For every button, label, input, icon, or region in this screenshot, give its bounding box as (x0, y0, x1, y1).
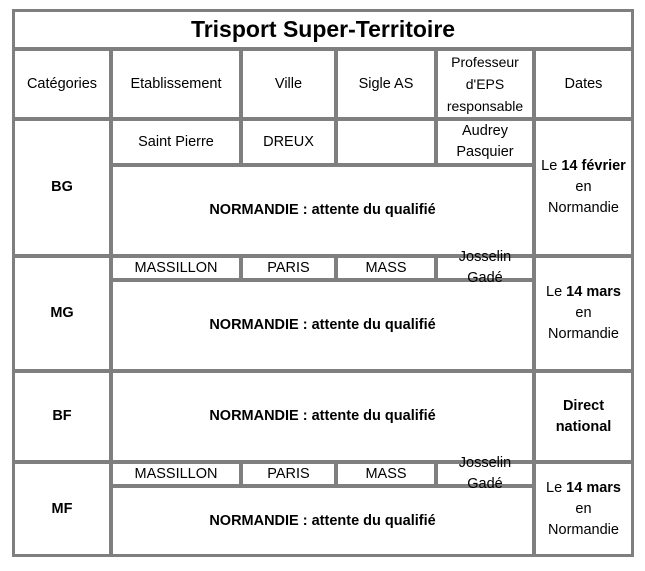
mf-date (536, 464, 631, 554)
mf-sigle: MASS (338, 464, 434, 484)
bf-date-line2: national (555, 418, 612, 435)
mg-date (536, 258, 631, 369)
mg-date-line2: en (575, 305, 592, 321)
header-dates: Dates (536, 51, 631, 117)
bg-date-line2: en (575, 179, 592, 195)
mg-date-day: 14 mars (566, 284, 621, 300)
mg-ville: PARIS (243, 258, 334, 278)
header-ville: Ville (243, 51, 334, 117)
bg-ville: DREUX (243, 121, 334, 163)
bg-etablissement: Saint Pierre (113, 121, 239, 163)
header-etablissement: Etablissement (113, 51, 239, 117)
mf-qualif: NORMANDIE : attente du qualifié (113, 488, 532, 554)
header-professeur-line3: responsable (446, 98, 524, 114)
mf-professeur (438, 464, 532, 484)
bg-sigle (338, 121, 434, 163)
header-categories: Catégories (15, 51, 109, 117)
mg-qualif: NORMANDIE : attente du qualifié (113, 282, 532, 369)
category-mf: MF (15, 464, 109, 554)
header-professeur (438, 51, 532, 117)
bg-date (536, 121, 631, 254)
header-sigle-as: Sigle AS (338, 51, 434, 117)
mf-etablissement: MASSILLON (113, 464, 239, 484)
header-professeur-line2: d'EPS (465, 76, 505, 92)
category-mg: MG (15, 258, 109, 369)
category-bg: BG (15, 121, 109, 254)
bg-date-day: 14 février (561, 158, 626, 174)
bf-date (536, 373, 631, 460)
bg-date-line3: Normandie (548, 200, 619, 216)
bg-professeur-line2: Pasquier (456, 144, 514, 160)
bg-qualif: NORMANDIE : attente du qualifié (113, 167, 532, 254)
mf-date-line2: en (575, 500, 592, 517)
mf-date-prefix: Le (546, 479, 567, 496)
mg-date-prefix: Le (546, 284, 567, 300)
mf-date-line3: Normandie (548, 521, 619, 538)
header-professeur-line1: Professeur (451, 54, 519, 70)
mf-date-day: 14 mars (566, 479, 621, 496)
table-title: Trisport Super-Territoire (15, 12, 631, 47)
mg-etablissement: MASSILLON (113, 258, 239, 278)
bg-professeur (438, 121, 532, 163)
mg-date-line3: Normandie (548, 326, 619, 342)
bg-professeur-line1: Audrey (462, 123, 508, 139)
mg-sigle: MASS (338, 258, 434, 278)
bg-date-prefix: Le (541, 158, 562, 174)
bf-date-line1: Direct (562, 397, 605, 414)
bf-qualif: NORMANDIE : attente du qualifié (113, 373, 532, 460)
mf-ville: PARIS (243, 464, 334, 484)
category-bf: BF (15, 373, 109, 460)
mg-professeur (438, 258, 532, 278)
